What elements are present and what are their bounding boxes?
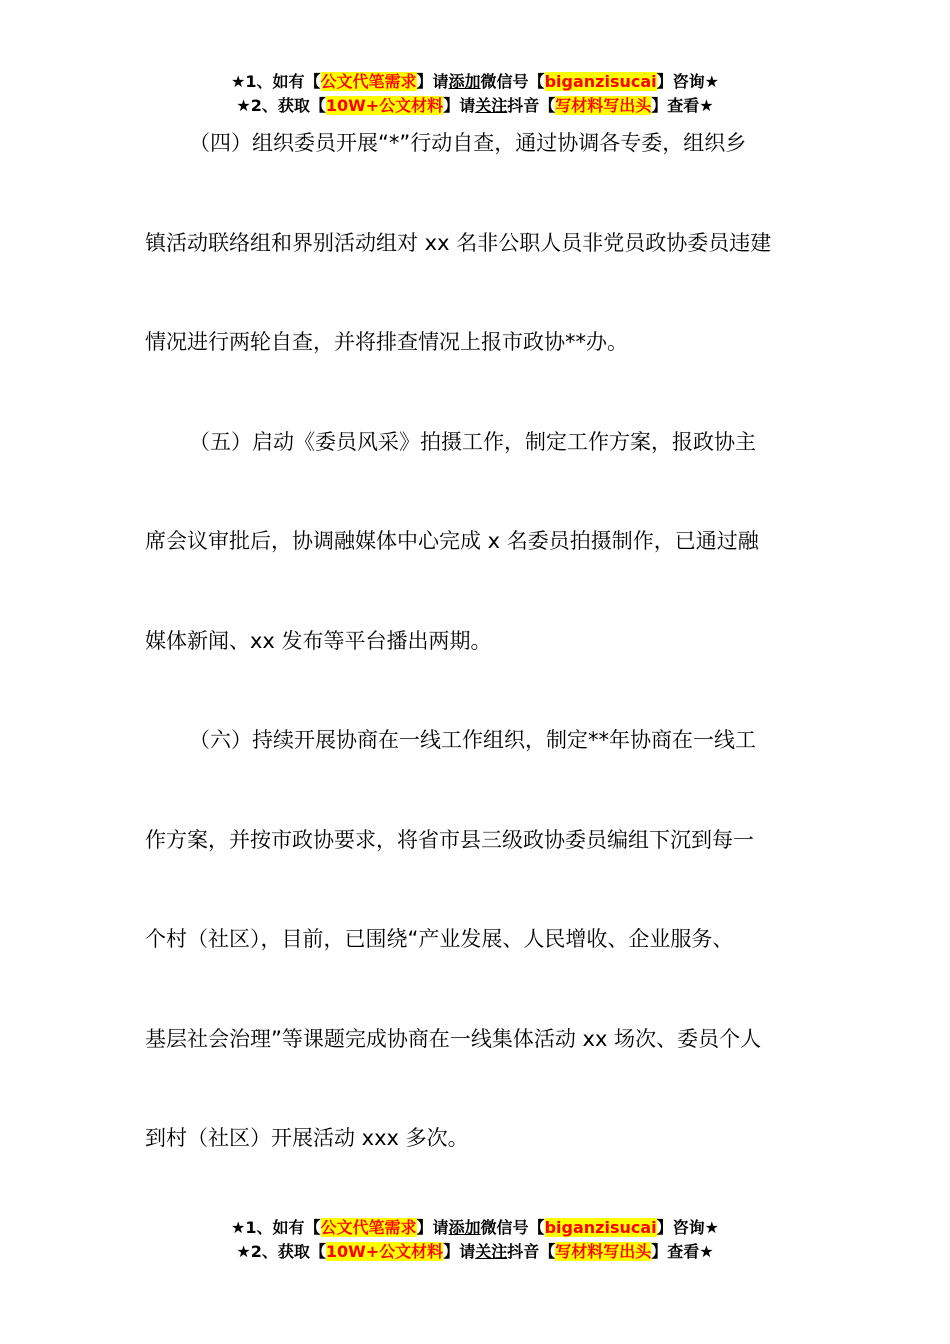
paragraph-line: 到村（社区）开展活动 xxx 多次。 [145,1126,469,1150]
footer-banner [0,1216,950,1264]
document-body [145,120,815,1215]
paragraph-line: 个村（社区），目前，已围绕“产业发展、人民增收、企业服务、 [145,927,734,951]
highlight-service: 公文代笔需求 [320,72,417,91]
banner-line-1: ★1、如有【公文代笔需求】请添加微信号【biganzisucai】咨询★ [231,1218,719,1237]
wechat-id: biganzisucai [544,1218,657,1237]
highlight-materials: 10W+公文材料 [325,1242,444,1261]
paragraph-line: （六）持续开展协商在一线工作组织，制定**年协商在一线工 [189,728,756,752]
paragraph-line: 作方案，并按市政协要求，将省市县三级政协委员编组下沉到每一 [145,827,754,852]
highlight-service: 公文代笔需求 [320,1218,417,1237]
paragraph-5 [145,419,815,718]
douyin-account: 写材料写出头 [555,96,652,115]
underlined-word: 关注 [475,96,508,115]
douyin-account: 写材料写出头 [555,1242,652,1261]
underlined-word: 添加 [448,1218,481,1237]
banner-line-2: ★2、获取【10W+公文材料】请关注抖音【写材料写出头】查看★ [236,1242,714,1261]
paragraph-line: （五）启动《委员风采》拍摄工作，制定工作方案，报政协主 [189,429,756,454]
underlined-word: 关注 [475,1242,508,1261]
header-banner [0,70,950,118]
paragraph-6 [145,717,815,1215]
paragraph-line: 席会议审批后，协调融媒体中心完成 x 名委员拍摄制作，已通过融 [145,529,759,553]
banner-line-1: ★1、如有【公文代笔需求】请添加微信号【biganzisucai】咨询★ [231,72,719,91]
paragraph-line: 情况进行两轮自查，并将排查情况上报市政协**办。 [145,330,628,354]
paragraph-4 [145,120,815,419]
paragraph-line: 镇活动联络组和界别活动组对 xx 名非公职人员非党员政协委员违建 [145,230,772,255]
paragraph-line: （四）组织委员开展“*”行动自查，通过协调各专委，组织乡 [189,131,747,155]
banner-line-2: ★2、获取【10W+公文材料】请关注抖音【写材料写出头】查看★ [236,96,714,115]
highlight-materials: 10W+公文材料 [325,96,444,115]
underlined-word: 添加 [448,72,481,91]
paragraph-line: 基层社会治理”等课题完成协商在一线集体活动 xx 场次、委员个人 [145,1026,762,1051]
paragraph-line: 媒体新闻、xx 发布等平台播出两期。 [145,628,492,653]
wechat-id: biganzisucai [544,72,657,91]
